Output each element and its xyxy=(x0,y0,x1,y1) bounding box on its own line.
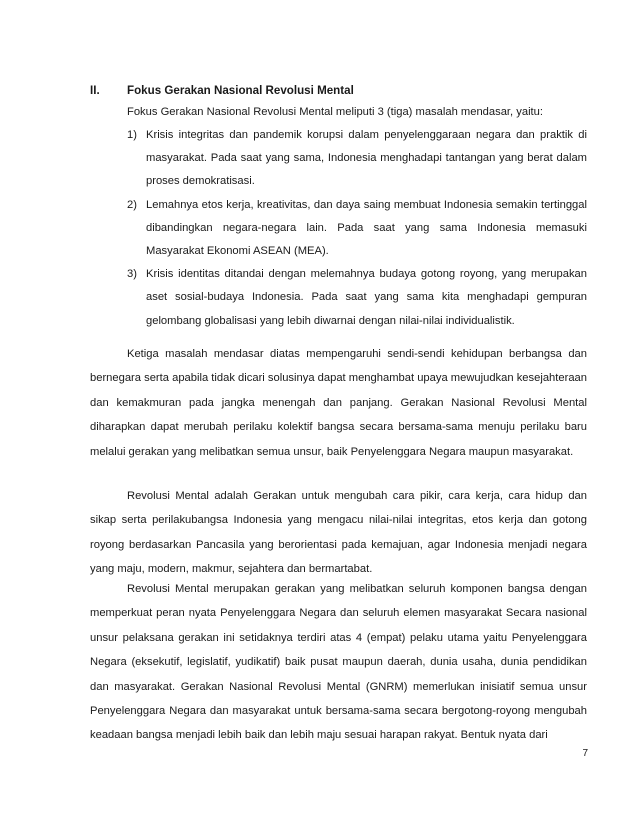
body-paragraph: Revolusi Mental adalah Gerakan untuk mengubah cara pikir, cara kerja, cara hidup dan sikap serta perilakubangsa Indonesia yang mengacu nilai-nilai integritas, etos kerja dan gotong royong berdasarkan Pancasila yang berorientasi pada kemajuan, agar Indonesia menjadi negara yang maju, modern, makmur, sejahtera dan bermartabat. xyxy=(90,490,587,576)
list-marker: 1) xyxy=(127,129,137,141)
section-number: II. xyxy=(90,84,100,97)
issue-list xyxy=(127,124,587,333)
list-marker: 3) xyxy=(127,268,137,281)
list-item xyxy=(127,124,587,194)
list-item-text: Lemahnya etos kerja, kreativitas, dan daya saing membuat Indonesia semakin tertinggal dibandingkan negara-negara lain. Pada saat yang sama Indonesia memasuki Masyarakat Ekonomi ASEAN (MEA). xyxy=(146,198,587,258)
list-item-text: Krisis identitas ditandai dengan melemahnya budaya gotong royong, yang merupakan aset sosial-budaya Indonesia. Pada saat yang sama kita menghadapi gempuran gelombang globalisasi yang lebih diwarnai dengan nilai-nilai individualistik. xyxy=(146,268,587,327)
section-title: Fokus Gerakan Nasional Revolusi Mental xyxy=(127,84,354,97)
section-intro: Fokus Gerakan Nasional Revolusi Mental meliputi 3 (tiga) masalah mendasar, yaitu: xyxy=(127,106,543,118)
body-paragraph: Ketiga masalah mendasar diatas mempengaruhi sendi-sendi kehidupan berbangsa dan bernegara serta apabila tidak dicari solusinya dapat menghambat upaya mewujudkan kesejahteraan dan kemakmuran pada jangka menengah dan panjang. Gerakan Nasional Revolusi Mental diharapkan dapat merubah perilaku kolektif bangsa secara bersama-sama menuju perilaku baru melalui gerakan yang melibatkan semua unsur, baik Penyelenggara Negara maupun masyarakat. xyxy=(90,348,587,458)
list-item xyxy=(127,194,587,264)
list-item-text: Krisis integritas dan pandemik korupsi dalam penyelenggaraan negara dan praktik di masyarakat. Pada saat yang sama, Indonesia menghadapi tantangan yang berat dalam proses demokratisasi. xyxy=(146,129,587,188)
page-number: 7 xyxy=(582,748,588,759)
list-marker: 2) xyxy=(127,198,137,211)
body-paragraph: Revolusi Mental merupakan gerakan yang melibatkan seluruh komponen bangsa dengan memperkuat peran nyata Penyelenggara Negara dan seluruh elemen masyarakat Secara nasional unsur pelaksana gerakan ini setidaknya terdiri atas 4 (empat) pelaku utama yaitu Penyelenggara Negara (eksekutif, legislatif, yudikatif) baik pusat maupun daerah, dunia usaha, dunia pendidikan dan masyarakat. Gerakan Nasional Revolusi Mental (GNRM) memerlukan inisiatif semua unsur Penyelenggara Negara dan masyarakat untuk bersama-sama secara bergotong-royong mengubah keadaan bangsa menjadi lebih baik dan lebih maju sesuai harapan rakyat. Bentuk nyata dari xyxy=(90,583,587,742)
list-item xyxy=(127,263,587,333)
